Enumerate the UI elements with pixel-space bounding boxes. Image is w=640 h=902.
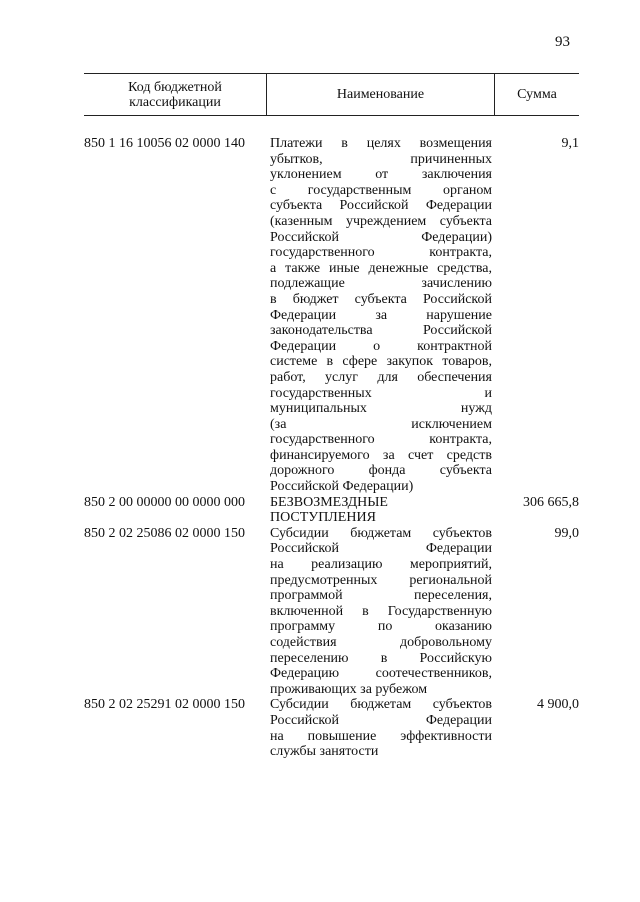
header-code-line2: классификации	[129, 94, 221, 110]
header-name-column: Наименование	[267, 74, 495, 115]
row-code: 850 2 00 00000 00 0000 000	[84, 494, 245, 510]
row-name-line: программой переселения,	[270, 588, 492, 604]
row-name-line: муниципальных нужд	[270, 401, 492, 417]
row-name-line: переселению в Российскую	[270, 650, 492, 666]
row-code: 850 1 16 10056 02 0000 140	[84, 136, 245, 151]
row-name-line: (казенным учреждением субъекта	[270, 213, 492, 229]
row-name	[270, 136, 492, 495]
row-name-line: Федерации за нарушение	[270, 307, 492, 323]
row-name-line: Федерации о контрактной	[270, 338, 492, 354]
row-sum: 4 900,0	[537, 697, 579, 713]
page-number: 93	[555, 34, 570, 50]
row-name-line: в бюджет субъекта Российской	[270, 291, 492, 307]
row-name-line: Российской Федерации	[270, 541, 492, 557]
row-code: 850 2 02 25086 02 0000 150	[84, 525, 245, 541]
row-name-line: государственного контракта,	[270, 245, 492, 261]
row-name-line: уклонением от заключения	[270, 167, 492, 183]
row-name	[270, 495, 492, 526]
row-name-line: Субсидии бюджетам субъектов	[270, 525, 492, 541]
row-name-line: предусмотренных региональной	[270, 572, 492, 588]
row-name-line: финансируемого за счет средств	[270, 447, 492, 463]
header-code-line1: Код бюджетной	[128, 79, 222, 95]
row-sum: 9,1	[561, 136, 579, 151]
row-name-line: на повышение эффективности	[270, 728, 492, 744]
row-name-line: системе в сфере закупок товаров,	[270, 354, 492, 370]
row-sum: 99,0	[554, 525, 579, 541]
header-code-column	[84, 74, 267, 115]
table-header-row	[84, 73, 579, 116]
row-name-line: а также иные денежные средства,	[270, 260, 492, 276]
row-name-line: службы занятости	[270, 744, 379, 760]
row-name-line: работ, услуг для обеспечения	[270, 369, 492, 385]
row-name-line: субъекта Российской Федерации	[270, 198, 492, 214]
row-name-line: (за исключением	[270, 416, 492, 432]
header-sum-column: Сумма	[517, 87, 557, 102]
row-name-line: программу по оказанию	[270, 619, 492, 635]
row-name-line: Российской Федерации)	[270, 479, 414, 495]
row-name-line: убытков, причиненных	[270, 151, 492, 167]
row-name-line: законодательства Российской	[270, 323, 492, 339]
row-name-line: содействия добровольному	[270, 635, 492, 650]
row-code: 850 2 02 25291 02 0000 150	[84, 697, 245, 713]
row-name-line: Федерацию соотечественников,	[270, 666, 492, 682]
row-name-line: с государственным органом	[270, 182, 492, 198]
row-name	[270, 526, 492, 698]
row-name	[270, 697, 492, 759]
row-name-line: проживающих за рубежом	[270, 681, 428, 697]
row-name-line: Субсидии бюджетам субъектов	[270, 697, 492, 713]
row-name-line: государственного контракта,	[270, 432, 492, 448]
row-name-line: государственных и	[270, 385, 492, 401]
row-name-line: включенной в Государственную	[270, 603, 492, 619]
row-name-line: подлежащие зачислению	[270, 276, 492, 292]
table-row	[84, 526, 579, 698]
row-name-line: дорожного фонда субъекта	[270, 463, 492, 479]
row-name-line: Российской Федерации	[270, 712, 492, 728]
budget-table-body	[84, 136, 579, 760]
row-name-line: БЕЗВОЗМЕЗДНЫЕ	[270, 494, 388, 510]
row-name-line: ПОСТУПЛЕНИЯ	[270, 510, 376, 526]
row-name-line: Платежи в целях возмещения	[270, 136, 492, 151]
table-row	[84, 697, 579, 759]
row-sum: 306 665,8	[523, 494, 579, 510]
row-name-line: Российской Федерации)	[270, 229, 492, 245]
budget-table-header	[84, 73, 579, 116]
row-name-line: на реализацию мероприятий,	[270, 557, 492, 573]
table-row	[84, 136, 579, 495]
table-row	[84, 495, 579, 526]
